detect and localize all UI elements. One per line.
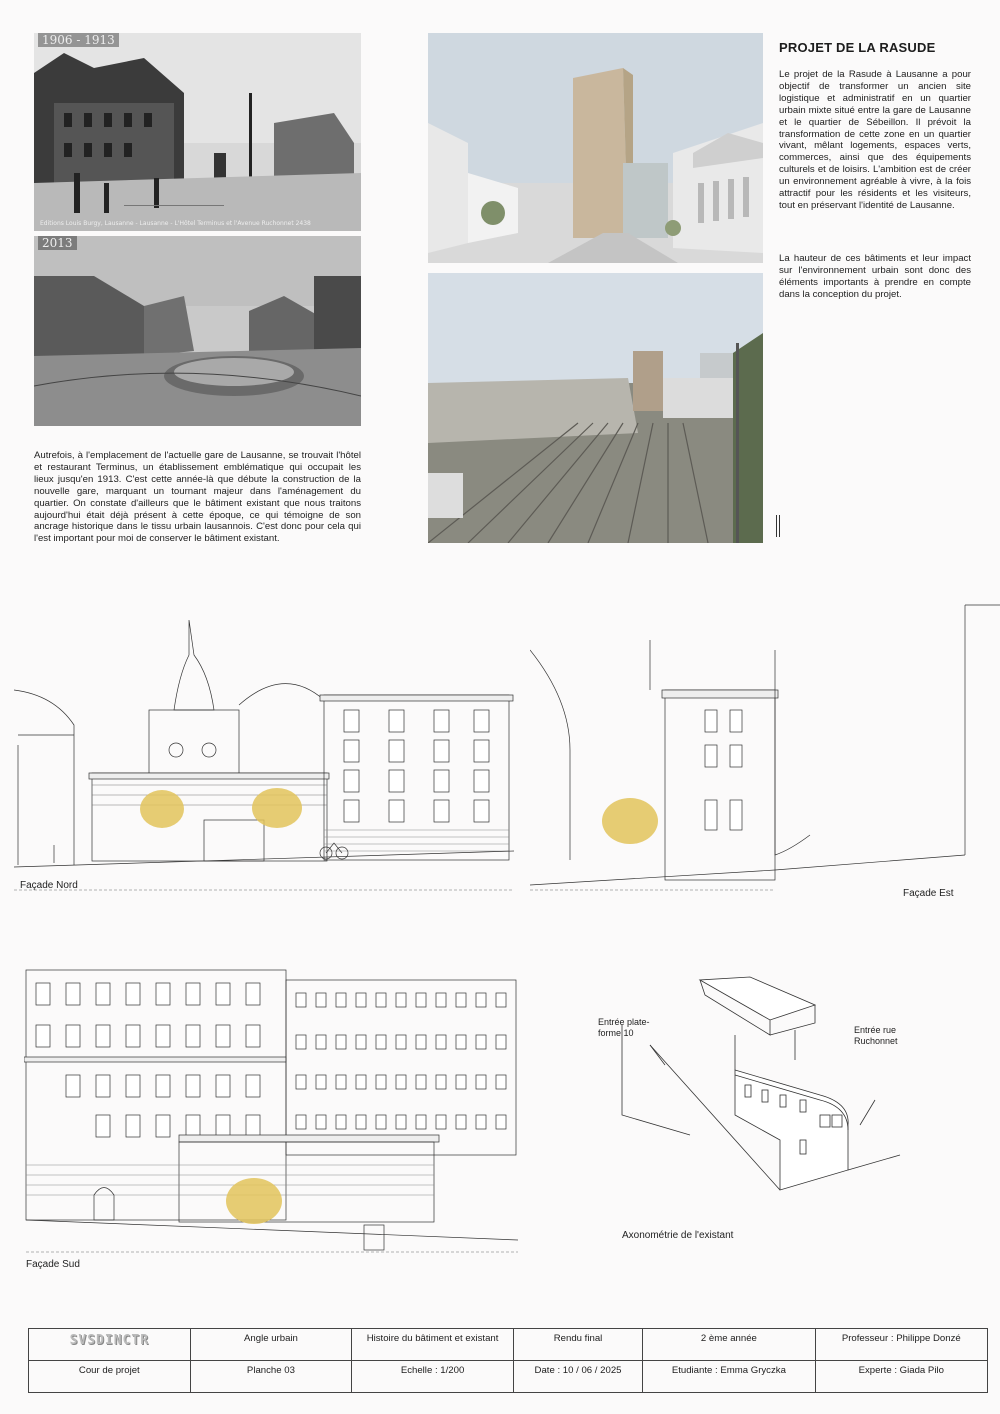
tree: [602, 798, 658, 844]
tree: [140, 790, 184, 828]
facade-est-label: Façade Est: [903, 888, 954, 899]
axonometry-entry-right-label: Entrée rue Ruchonnet: [854, 1025, 898, 1046]
page-title: PROJET DE LA RASUDE: [779, 40, 936, 55]
cartouche-cell: Histoire du bâtiment et existant: [352, 1329, 514, 1361]
photo-year-label: 1906 - 1913: [38, 33, 119, 47]
cartouche-cell: Rendu final: [513, 1329, 642, 1361]
render-rail-tracks: [428, 273, 763, 543]
cartouche-cell: Etudiante : Emma Gryczka: [643, 1361, 815, 1393]
cartouche-cell: Angle urbain: [190, 1329, 352, 1361]
tree: [252, 788, 302, 828]
title-block: [28, 1328, 988, 1393]
school-logo: SVSDINCTR: [29, 1329, 191, 1361]
cartouche-cell: Echelle : 1/200: [352, 1361, 514, 1393]
tree: [226, 1178, 282, 1224]
axonometry-drawing: [610, 975, 910, 1200]
intro-paragraph: Le projet de la Rasude à Lausanne a pour objectif de transformer un ancien site logistique et administratif en un quartier urbain mixte situé entre la gare de Lausanne et le quartier de Sébeillon. Il prévoit la transformation de cette zone en un quartier vivant, mêlant logements, espaces verts, commerces, ainsi que des équipements culturels et de loisirs. L'ambition est de créer un environnement agréable à vivre, à la fois attractif pour les résidents et les visiteurs, tout en préservant l'identité de Lausanne.: [779, 69, 971, 211]
render-street-view: [428, 33, 763, 263]
photo-caption: Editions Louis Burgy, Lausanne - Lausanne - L'Hôtel Terminus et l'Avenue Ruchonnet 2438: [40, 220, 311, 227]
cartouche-cell: Experte : Giada Pilo: [815, 1361, 987, 1393]
cartouche-cell: Planche 03: [190, 1361, 352, 1393]
intro-paragraph-2: La hauteur de ces bâtiments et leur impact sur l'environnement urbain sont donc des éléments importants à prendre en compte dans la conception du projet.: [779, 253, 971, 300]
cartouche-cell: Cour de projet: [29, 1361, 191, 1393]
historic-photo-1906: [34, 33, 361, 231]
divider-mark: [776, 515, 780, 537]
facade-sud-label: Façade Sud: [26, 1259, 80, 1270]
cartouche-cell: Date : 10 / 06 / 2025: [513, 1361, 642, 1393]
photo-2013: [34, 236, 361, 426]
photo-year-label: 2013: [38, 236, 77, 250]
axonometry-title: Axonométrie de l'existant: [622, 1230, 734, 1241]
history-paragraph: Autrefois, à l'emplacement de l'actuelle gare de Lausanne, se trouvait l'hôtel et restaurant Terminus, un établissement emblématique qui occupait les lieux jusqu'en 1913. C'est cette année-là que débute la construction de la nouvelle gare, marquant un tournant majeur dans l'aménagement du quartier. On constate d'ailleurs que le bâtiment existant que nous traitons aujourd'hui était déjà présent à cette époque, ce qui témoigne de son ancrage historique dans le tissu urbain lausannois. C'est donc pour cela qui l'est important pour moi de conserver le bâtiment existant.: [34, 450, 361, 545]
facade-nord-drawing: [14, 615, 514, 895]
axonometry-entry-left-label: Entrée plate-forme 10: [598, 1017, 650, 1038]
cartouche-cell: Professeur : Philippe Donzé: [815, 1329, 987, 1361]
facade-nord-label: Façade Nord: [20, 880, 78, 891]
facade-est-drawing: [530, 600, 1000, 895]
cartouche-cell: 2 ème année: [643, 1329, 815, 1361]
